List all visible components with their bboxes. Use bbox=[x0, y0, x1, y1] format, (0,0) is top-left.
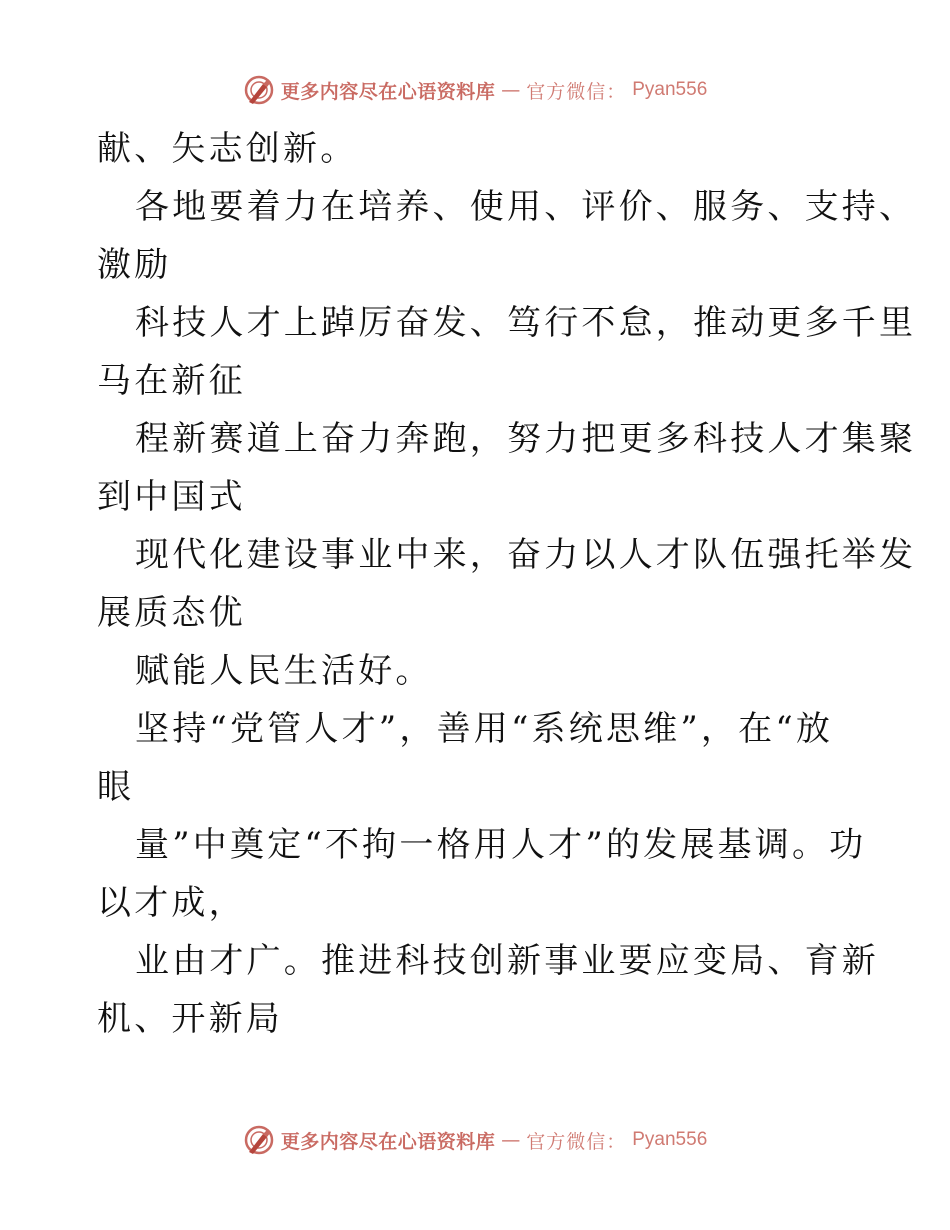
body-line: 眼 bbox=[97, 767, 135, 807]
body-line: 赋能人民生活好。 bbox=[135, 651, 433, 691]
body-line: 现代化建设事业中来，奋力以人才队伍强托举发 bbox=[135, 535, 917, 575]
body-line: 量”中奠定“不拘一格用人才”的发展基调。功 bbox=[135, 825, 867, 865]
pen-logo-icon bbox=[243, 74, 275, 106]
body-line: 到中国式 bbox=[97, 477, 246, 517]
watermark-dash: — bbox=[501, 79, 521, 101]
body-line: 展质态优 bbox=[97, 593, 246, 633]
watermark-dash: — bbox=[501, 1129, 521, 1151]
watermark-official-label: 官方微信： bbox=[526, 1130, 627, 1153]
watermark-main-text: 更多内容尽在心语资料库 bbox=[280, 1130, 496, 1153]
body-line: 献、矢志创新。 bbox=[97, 129, 358, 169]
pen-logo-icon bbox=[243, 1124, 275, 1156]
body-line: 激励 bbox=[97, 245, 172, 285]
body-line: 马在新征 bbox=[97, 361, 246, 401]
body-line: 科技人才上踔厉奋发、笃行不怠，推动更多千里 bbox=[135, 303, 917, 343]
watermark-wechat-id: Pyan556 bbox=[632, 79, 708, 100]
watermark-main-text: 更多内容尽在心语资料库 bbox=[280, 80, 496, 103]
body-line: 机、开新局 bbox=[97, 999, 283, 1039]
body-line: 程新赛道上奋力奔跑，努力把更多科技人才集聚 bbox=[135, 419, 917, 459]
body-line: 坚持“党管人才”，善用“系统思维”，在“放 bbox=[135, 709, 834, 749]
header-watermark bbox=[0, 72, 950, 108]
body-line: 以才成， bbox=[97, 883, 246, 923]
body-line: 业由才广。推进科技创新事业要应变局、育新 bbox=[135, 941, 879, 981]
body-line: 各地要着力在培养、使用、评价、服务、支持、 bbox=[135, 187, 917, 227]
watermark-official-label: 官方微信： bbox=[526, 80, 627, 103]
watermark-wechat-id: Pyan556 bbox=[632, 1129, 708, 1150]
footer-watermark bbox=[0, 1122, 950, 1158]
